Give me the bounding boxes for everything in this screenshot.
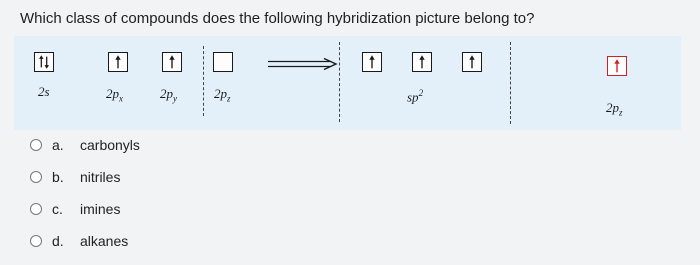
orbital-box-2py	[162, 52, 182, 72]
up-arrow-icon	[163, 53, 181, 71]
orbital-box-2pz-empty	[213, 52, 233, 72]
option-label: alkanes	[80, 233, 129, 249]
orbital-box-2px	[108, 52, 128, 72]
paired-electron-arrows-icon	[35, 53, 53, 71]
question-text: Which class of compounds does the following hybridization picture belong to?	[20, 10, 535, 27]
orbital-box-sp2-2	[412, 52, 432, 72]
option-label: carbonyls	[80, 137, 140, 153]
option-letter: c.	[52, 201, 63, 217]
orbital-box-sp2-1	[362, 52, 382, 72]
option-a[interactable]	[30, 136, 270, 156]
radio-button[interactable]	[30, 171, 42, 183]
orbital-box-2pz-hybrid	[607, 56, 627, 76]
radio-button[interactable]	[30, 139, 42, 151]
orbital-box-2s	[34, 52, 54, 72]
dashed-separator	[339, 42, 340, 122]
up-arrow-icon	[109, 53, 127, 71]
label-2px: $2p_x$	[106, 86, 123, 104]
label-2pz: $2p_z$	[214, 86, 231, 104]
up-arrow-icon	[608, 57, 626, 75]
up-arrow-icon	[463, 53, 481, 71]
up-arrow-icon	[413, 53, 431, 71]
hybridization-diagram	[14, 36, 681, 130]
label-2s: 2s	[38, 84, 50, 99]
double-arrow-icon	[268, 58, 338, 70]
label-2pz-hybrid: $2p_z$	[606, 100, 623, 118]
option-letter: d.	[52, 233, 64, 249]
radio-button[interactable]	[30, 235, 42, 247]
radio-button[interactable]	[30, 203, 42, 215]
option-d[interactable]	[30, 232, 270, 252]
option-letter: a.	[52, 137, 64, 153]
label-2py: $2p_y$	[160, 86, 177, 104]
option-b[interactable]	[30, 168, 270, 188]
up-arrow-icon	[363, 53, 381, 71]
option-label: imines	[80, 201, 121, 217]
option-c[interactable]	[30, 200, 270, 220]
label-sp2: $sp^2$	[407, 88, 424, 105]
option-label: nitriles	[80, 169, 121, 185]
dashed-separator	[510, 42, 511, 124]
option-letter: b.	[52, 169, 64, 185]
dashed-separator	[203, 46, 204, 116]
orbital-box-sp2-3	[462, 52, 482, 72]
